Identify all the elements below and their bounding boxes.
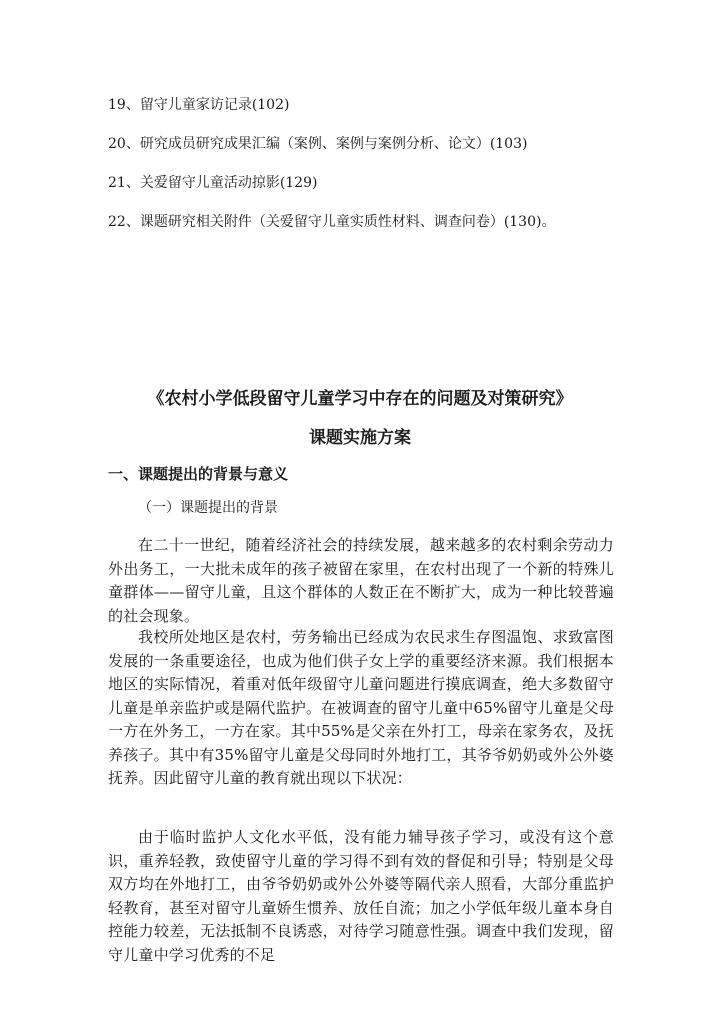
document-title: 《农村小学低段留守儿童学习中存在的问题及对策研究》 xyxy=(147,389,573,409)
toc-item: 22、课题研究相关附件（关爱留守儿童实质性材料、调查问卷）(130)。 xyxy=(108,214,556,230)
body-paragraph: 由于临时监护人文化水平低，没有能力辅导孩子学习，或没有这个意识，重养轻教，致使留守儿童的学习得不到有效的督促和引导；特别是父母双方均在外地打工，由爷爷奶奶或外公外婆等隔代亲人照看，大部分重监护轻教育，甚至对留守儿童娇生惯养、放任自流；加之小学低年级儿童本身自控能力较差，无法抵制不良诱惑，对待学习随意性强。调查中我们发现，留守儿童中学习优秀的不足 xyxy=(108,828,614,964)
subsection-heading: （一）课题提出的背景 xyxy=(138,500,278,516)
body-paragraph: 在二十一世纪，随着经济社会的持续发展，越来越多的农村剩余劳动力外出务工，一大批未成年的孩子被留在家里，在农村出现了一个新的特殊儿童群体——留守儿童，且这个群体的人数正在不断扩大，成为一种比较普遍的社会现象。 xyxy=(108,536,614,625)
toc-item: 21、关爱留守儿童活动掠影(129) xyxy=(108,175,318,191)
toc-item: 20、研究成员研究成果汇编（案例、案例与案例分析、论文）(103) xyxy=(108,136,528,152)
document-subtitle: 课题实施方案 xyxy=(309,428,411,448)
section-heading: 一、课题提出的背景与意义 xyxy=(108,465,289,483)
toc-item: 19、留守儿童家访记录(102) xyxy=(108,97,290,113)
body-paragraph: 我校所处地区是农村，劳务输出已经成为农民求生存图温饱、求致富图发展的一条重要途径，也成为他们供子女上学的重要经济来源。我们根据本地区的实际情况，着重对低年级留守儿童问题进行摸底调查，绝大多数留守儿童是单亲监护或是隔代监护。在被调查的留守儿童中65%留守儿童是父母一方在外务工，一方在家。其中55%是父亲在外打工，母亲在家务农，及抚养孩子。其中有35%留守儿童是父母同时外地打工，其爷爷奶奶或外公外婆抚养。因此留守儿童的教育就出现以下状况： xyxy=(108,628,614,787)
